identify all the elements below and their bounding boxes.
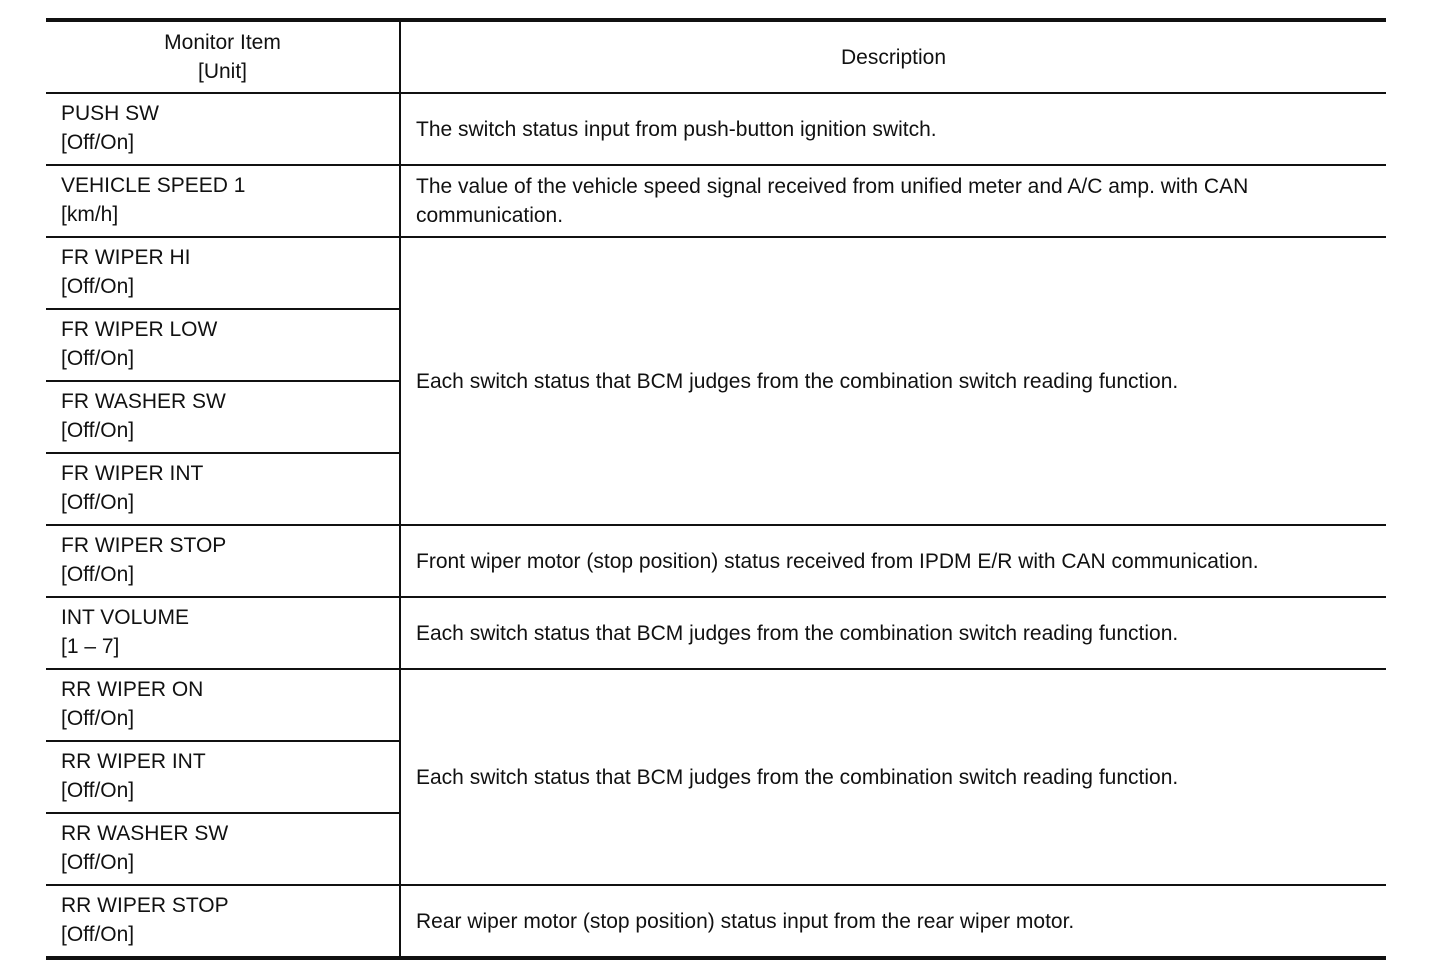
- monitor-item-cell: [46, 885, 400, 958]
- monitor-item-cell: [46, 669, 400, 741]
- monitor-item-cell: [46, 381, 400, 453]
- table-row: [46, 525, 1386, 597]
- monitor-item-name: INT VOLUME: [61, 606, 189, 629]
- table-row: [46, 885, 1386, 958]
- monitor-item-cell: [46, 93, 400, 165]
- description-cell: The value of the vehicle speed signal received from unified meter and A/C amp. with CAN communication.: [400, 165, 1386, 237]
- monitor-item-cell: [46, 597, 400, 669]
- monitor-item-table: [46, 18, 1386, 960]
- monitor-item-unit: [Off/On]: [61, 347, 135, 370]
- header-monitor-item-label: Monitor Item: [164, 31, 281, 54]
- monitor-item-unit: [1 – 7]: [61, 635, 120, 658]
- monitor-item-unit: [km/h]: [61, 203, 119, 226]
- monitor-item-name: RR WIPER INT: [61, 750, 206, 773]
- monitor-item-name: RR WIPER ON: [61, 678, 204, 701]
- monitor-item-name: FR WASHER SW: [61, 390, 226, 413]
- monitor-item-name: FR WIPER INT: [61, 462, 204, 485]
- monitor-item-cell: [46, 813, 400, 885]
- monitor-item-cell: [46, 309, 400, 381]
- monitor-item-name: VEHICLE SPEED 1: [61, 174, 246, 197]
- monitor-item-name: RR WASHER SW: [61, 822, 229, 845]
- monitor-item-cell: [46, 525, 400, 597]
- description-cell: Each switch status that BCM judges from the combination switch reading function.: [400, 597, 1386, 669]
- monitor-item-unit: [Off/On]: [61, 419, 135, 442]
- monitor-item-name: FR WIPER STOP: [61, 534, 227, 557]
- monitor-item-cell: [46, 237, 400, 309]
- description-cell: Rear wiper motor (stop position) status input from the rear wiper motor.: [400, 885, 1386, 958]
- monitor-item-name: RR WIPER STOP: [61, 894, 229, 917]
- header-unit-label: [Unit]: [197, 60, 247, 83]
- monitor-item-unit: [Off/On]: [61, 923, 135, 946]
- monitor-item-name: FR WIPER LOW: [61, 318, 218, 341]
- monitor-item-unit: [Off/On]: [61, 131, 135, 154]
- monitor-item-name: FR WIPER HI: [61, 246, 191, 269]
- description-cell: Each switch status that BCM judges from the combination switch reading function.: [400, 237, 1386, 525]
- monitor-item-cell: [46, 453, 400, 525]
- monitor-item-cell: [46, 165, 400, 237]
- description-cell: Each switch status that BCM judges from the combination switch reading function.: [400, 669, 1386, 885]
- monitor-item-unit: [Off/On]: [61, 491, 135, 514]
- table-row: [46, 669, 1386, 741]
- description-cell: Front wiper motor (stop position) status received from IPDM E/R with CAN communication.: [400, 525, 1386, 597]
- table-row: [46, 237, 1386, 309]
- monitor-item-table-container: [46, 18, 1386, 960]
- monitor-item-unit: [Off/On]: [61, 779, 135, 802]
- monitor-item-unit: [Off/On]: [61, 563, 135, 586]
- monitor-item-unit: [Off/On]: [61, 851, 135, 874]
- header-monitor-item: [46, 20, 400, 93]
- table-row: [46, 165, 1386, 237]
- monitor-item-unit: [Off/On]: [61, 275, 135, 298]
- header-description: Description: [840, 45, 947, 69]
- monitor-item-name: PUSH SW: [61, 102, 160, 125]
- monitor-item-cell: [46, 741, 400, 813]
- table-header-row: [46, 20, 1386, 93]
- table-row: [46, 597, 1386, 669]
- table-row: [46, 93, 1386, 165]
- description-cell: The switch status input from push-button ignition switch.: [400, 93, 1386, 165]
- monitor-item-unit: [Off/On]: [61, 707, 135, 730]
